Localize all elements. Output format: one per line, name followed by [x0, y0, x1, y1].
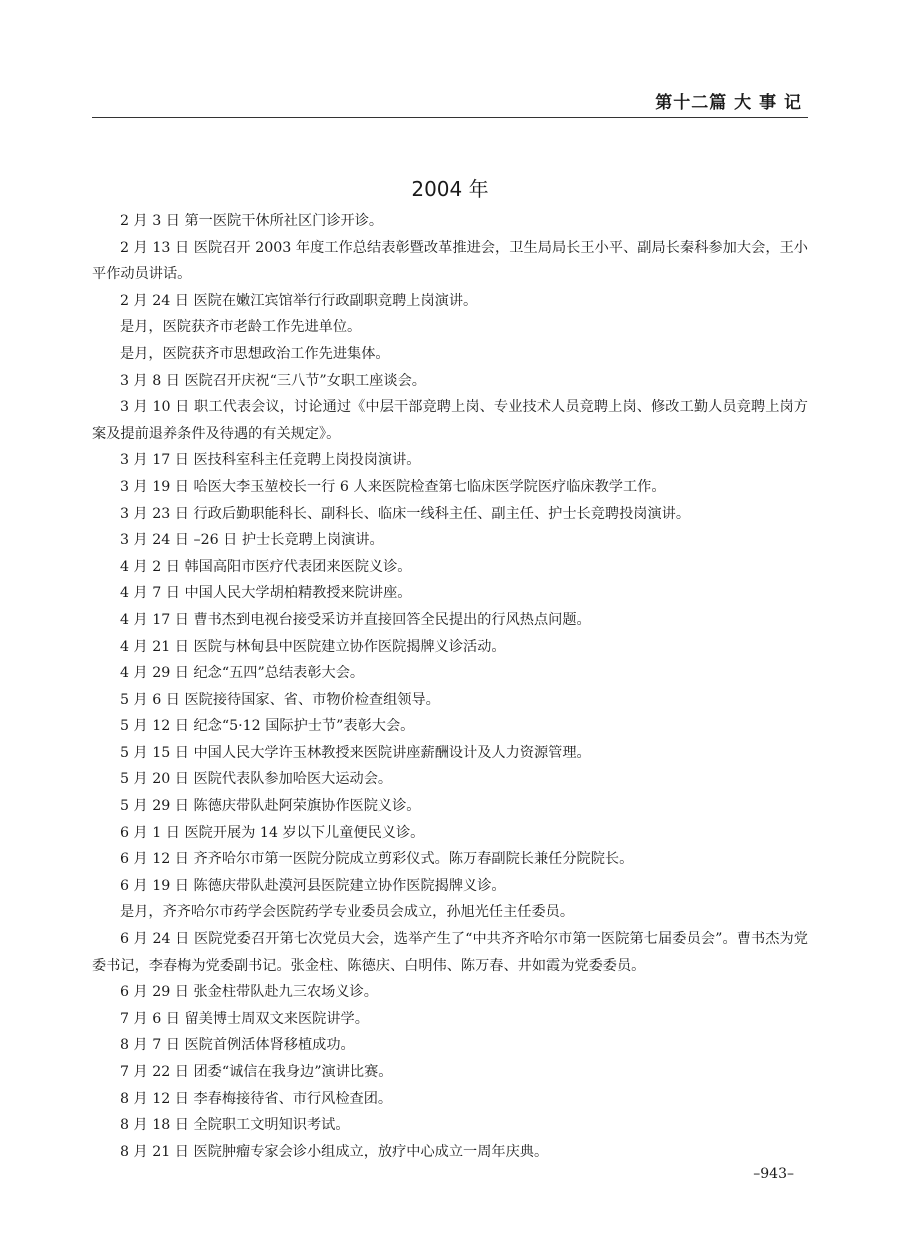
entry: 5 月 20 日 医院代表队参加哈医大运动会。 [120, 771, 393, 788]
entry: 8 月 21 日 医院肿瘤专家会诊小组成立，放疗中心成立一周年庆典。 [120, 1143, 549, 1160]
entry: 是月，齐齐哈尔市药学会医院药学专业委员会成立，孙旭光任主任委员。 [120, 904, 575, 921]
entry: 7 月 22 日 团委“诚信在我身边”演讲比赛。 [120, 1064, 393, 1080]
entry: 4 月 21 日 医院与林甸县中医院建立协作医院揭牌义诊活动。 [120, 638, 506, 655]
page-number: –943– [753, 1166, 794, 1182]
entry: 3 月 23 日 行政后勤职能科长、副科长、临床一线科主任、副主任、护士长竞聘投岗演讲。 [120, 505, 691, 522]
entry: 6 月 19 日 陈德庆带队赴漠河县医院建立协作医院揭牌义诊。 [120, 877, 506, 894]
entry: 4 月 29 日 纪念“五四”总结表彰大会。 [120, 665, 365, 682]
entry: 2 月 3 日 第一医院干休所社区门诊开诊。 [120, 213, 384, 229]
entry: 6 月 12 日 齐齐哈尔市第一医院分院成立剪彩仪式。陈万春副院长兼任分院院长。 [120, 851, 634, 868]
entry: 7 月 6 日 留美博士周双文来医院讲学。 [120, 1010, 369, 1027]
entry: 是月，医院获齐市思想政治工作先进集体。 [120, 345, 390, 362]
entry: 6 月 1 日 医院开展为 14 岁以下儿童便民义诊。 [120, 824, 425, 841]
entry: 3 月 24 日 –26 日 护士长竞聘上岗演讲。 [120, 532, 384, 549]
entry: 3 月 19 日 哈医大李玉堃校长一行 6 人来医院检查第七临床医学院医疗临床教学工作。 [120, 478, 666, 495]
entry: 3 月 8 日 医院召开庆祝“三八节”女职工座谈会。 [120, 372, 426, 389]
page-title: 2004 年 [411, 177, 489, 202]
entry: 2 月 13 日 医院召开 2003 年度工作总结表彰暨改革推进会，卫生局局长王小平、副局长秦科参加大会，王小平作动员讲话。 [92, 239, 808, 283]
entry: 2 月 24 日 医院在嫩江宾馆举行行政副职竞聘上岗演讲。 [120, 292, 478, 309]
entry: 8 月 12 日 李春梅接待省、市行风检查团。 [120, 1090, 393, 1107]
entry: 5 月 15 日 中国人民大学许玉林教授来医院讲座薪酬设计及人力资源管理。 [120, 744, 591, 761]
entry: 5 月 12 日 纪念“5·12 国际护士节”表彰大会。 [120, 718, 415, 735]
entry: 3 月 10 日 职工代表会议，讨论通过《中层干部竞聘上岗、专业技术人员竞聘上岗、修改工勤人员竞聘上岗方案及提前退养条件及待遇的有关规定》。 [92, 399, 808, 442]
entry: 5 月 6 日 医院接待国家、省、市物价检查组领导。 [120, 691, 440, 708]
chronicle-entries [92, 208, 808, 1165]
entry: 是月，医院获齐市老龄工作先进单位。 [120, 319, 362, 336]
entry: 8 月 7 日 医院首例活体肾移植成功。 [120, 1037, 355, 1054]
entry: 8 月 18 日 全院职工文明知识考试。 [120, 1117, 350, 1134]
entry: 5 月 29 日 陈德庆带队赴阿荣旗协作医院义诊。 [120, 798, 421, 815]
entry: 3 月 17 日 医技科室科主任竞聘上岗投岗演讲。 [120, 452, 421, 469]
entry: 4 月 17 日 曹书杰到电视台接受采访并直接回答全民提出的行风热点问题。 [120, 611, 591, 628]
entry: 6 月 24 日 医院党委召开第七次党员大会，选举产生了“中共齐齐哈尔市第一医院第七届委员会”。曹书杰为党委书记，李春梅为党委副书记。张金柱、陈德庆、白明伟、陈万春、井如霞为党委委员。 [92, 931, 808, 974]
running-head: 第十二篇 大 事 记 [655, 93, 802, 113]
entry: 4 月 2 日 韩国高阳市医疗代表团来医院义诊。 [120, 558, 412, 575]
entry: 6 月 29 日 张金柱带队赴九三农场义诊。 [120, 984, 378, 1001]
header-rule [92, 117, 808, 118]
entry: 4 月 7 日 中国人民大学胡柏精教授来院讲座。 [120, 585, 412, 602]
